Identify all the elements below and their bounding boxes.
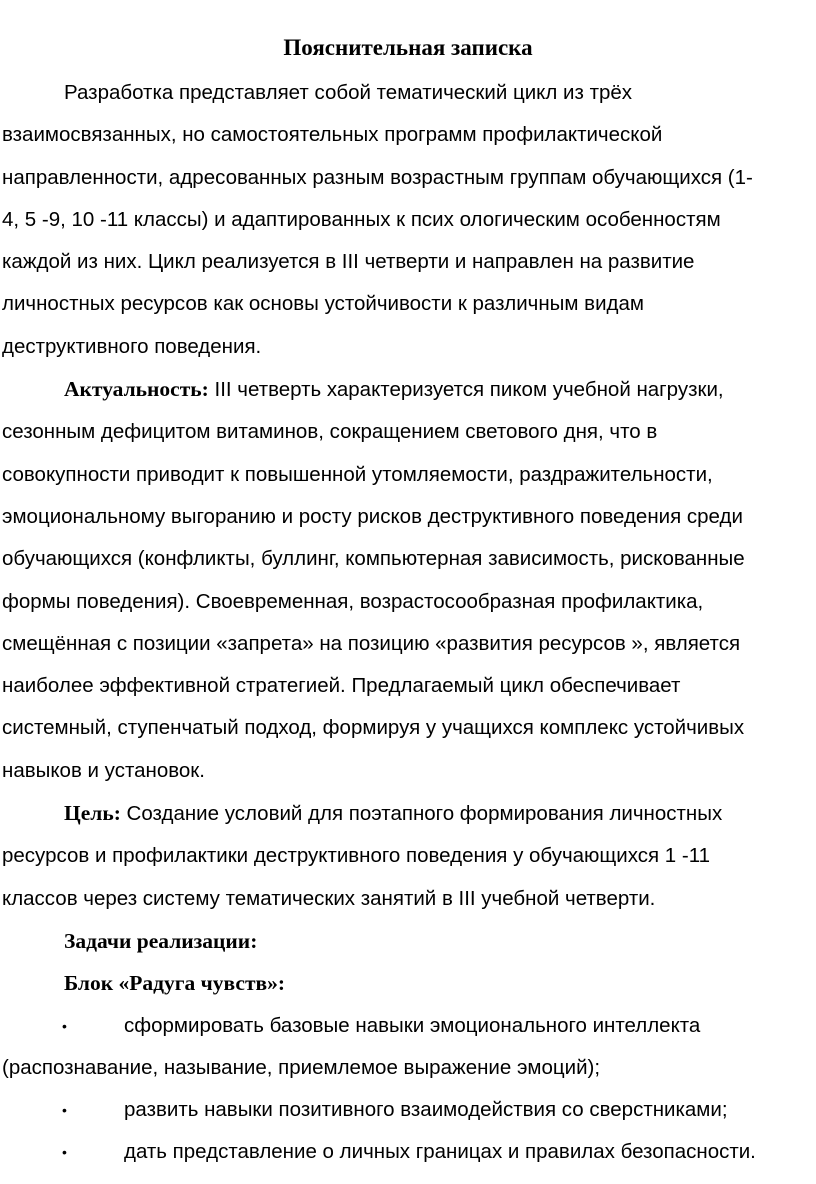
bullet-icon: • [62, 1017, 67, 1034]
relevance-line: навыков и установок. [2, 758, 205, 782]
goal-line: Создание условий для поэтапного формирования личностных [120, 802, 723, 826]
intro-line: каждой из них. Цикл реализуется в III четверти и направлен на развитие [2, 250, 695, 274]
bullet-item [0, 1131, 816, 1173]
goal-paragraph [0, 792, 816, 920]
relevance-line: сезонным дефицитом витаминов, сокращением светового дня, что в [2, 420, 658, 444]
relevance-line: эмоциональному выгоранию и росту рисков деструктивного поведения среди [2, 504, 743, 528]
relevance-line: смещённая с позиции «запрета» на позицию «развития ресурсов », является [2, 631, 741, 655]
bullet-item [0, 1089, 816, 1131]
bullet-item [0, 1005, 816, 1090]
intro-line: деструктивного поведения. [2, 334, 262, 358]
page-title: Пояснительная записка [283, 35, 533, 60]
relevance-line: наиболее эффективной стратегией. Предлагаемый цикл обеспечивает [2, 674, 681, 698]
bullet-icon: • [62, 1102, 67, 1119]
intro-line: взаимосвязанных, но самостоятельных программ профилактической [2, 123, 663, 147]
bullet-text: развить навыки позитивного взаимодействия со сверстниками; [124, 1098, 728, 1122]
tasks-heading: Задачи реализации: [64, 928, 258, 953]
relevance-line: обучающихся (конфликты, буллинг, компьютерная зависимость, рискованные [2, 547, 745, 571]
goal-label: Цель: [64, 801, 121, 826]
block-heading: Блок «Радуга чувств»: [64, 971, 286, 996]
intro-line: 4, 5 -9, 10 -11 классы) и адаптированных к псих ологическим особенностям [2, 207, 721, 231]
relevance-label: Актуальность: [64, 377, 209, 402]
goal-first-line [2, 792, 814, 835]
bullet-icon: • [62, 1144, 67, 1161]
relevance-first-line [2, 368, 814, 411]
intro-line: Разработка представляет собой тематический цикл из трёх [64, 81, 633, 104]
intro-paragraph [0, 72, 816, 368]
bullet-text: дать представление о личных границах и правилах безопасности. [124, 1140, 756, 1164]
relevance-paragraph [0, 368, 816, 792]
relevance-line: формы поведения). Своевременная, возрастосообразная профилактика, [2, 589, 704, 613]
bullet-text-continued: (распознавание, называние, приемлемое выражение эмоций); [2, 1055, 601, 1079]
intro-line: личностных ресурсов как основы устойчивости к различным видам [2, 292, 644, 316]
relevance-line: системный, ступенчатый подход, формируя у учащихся комплекс устойчивых [2, 716, 745, 740]
bullet-text: сформировать базовые навыки эмоционального интеллекта [124, 1013, 701, 1037]
goal-line: классов через систему тематических занятий в III учебной четверти. [2, 886, 656, 910]
intro-line: направленности, адресованных разным возрастным группам обучающихся (1- [2, 165, 753, 189]
relevance-line: III четверть характеризуется пиком учебной нагрузки, [208, 378, 724, 402]
goal-line: ресурсов и профилактики деструктивного поведения у обучающихся 1 -11 [2, 844, 711, 868]
relevance-line: совокупности приводит к повышенной утомляемости, раздражительности, [2, 462, 713, 486]
